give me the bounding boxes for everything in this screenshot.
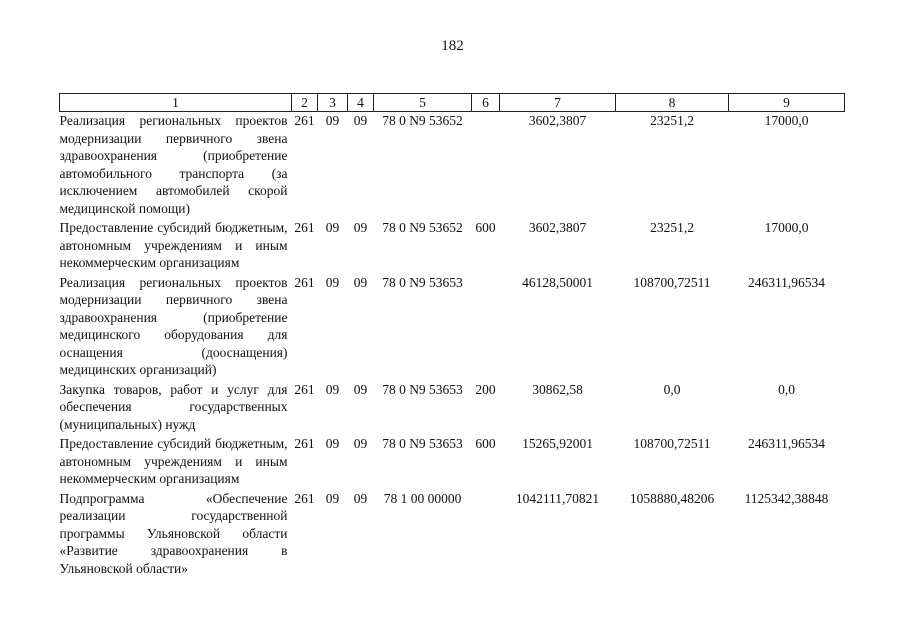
row-section: 09 bbox=[325, 490, 340, 506]
row-amount-9: 1125342,38848 bbox=[744, 490, 829, 506]
row-section: 09 bbox=[325, 381, 340, 397]
header-col-8: 8 bbox=[616, 94, 729, 112]
row-expense-type: 600 bbox=[475, 436, 496, 451]
table-header bbox=[60, 94, 845, 112]
budget-table bbox=[59, 93, 845, 577]
row-expense-type: 200 bbox=[475, 381, 496, 397]
header-row bbox=[60, 94, 845, 112]
row-amount-7: 15265,92001 bbox=[522, 436, 593, 451]
table-row bbox=[60, 381, 845, 434]
row-expense-type bbox=[472, 112, 500, 218]
row-name: Предоставление субсидий бюджетным, автономным учреждениям и иным некоммерческим организациям bbox=[59, 220, 288, 270]
row-admin-code: 261 bbox=[294, 113, 315, 128]
table-row bbox=[60, 274, 845, 379]
row-subsection: 09 bbox=[353, 274, 368, 290]
row-expense-type: 600 bbox=[475, 220, 496, 235]
row-expense-type bbox=[472, 490, 500, 578]
header-col-6: 6 bbox=[472, 94, 500, 112]
row-amount-8: 1058880,48206 bbox=[629, 490, 715, 506]
row-target-article: 78 0 N9 53653 bbox=[382, 436, 463, 451]
header-col-4: 4 bbox=[348, 94, 374, 112]
row-admin-code: 261 bbox=[294, 381, 315, 397]
row-amount-7: 46128,50001 bbox=[522, 274, 593, 290]
row-name: Реализация региональных проектов модернизации первичного звена здравоохранения (приобретение медицинского оборудования для оснащения (дооснащения) медицинских организаций) bbox=[59, 274, 288, 377]
row-name: Закупка товаров, работ и услуг для обеспечения государственных (муниципальных) нужд bbox=[59, 381, 288, 432]
row-amount-9: 17000,0 bbox=[764, 220, 809, 235]
row-amount-8: 108700,72511 bbox=[633, 436, 711, 451]
header-col-2: 2 bbox=[292, 94, 318, 112]
row-amount-7: 3602,3807 bbox=[528, 113, 587, 128]
row-target-article: 78 0 N9 53652 bbox=[382, 220, 463, 235]
row-admin-code: 261 bbox=[294, 490, 315, 506]
row-target-article: 78 0 N9 53652 bbox=[382, 113, 463, 128]
row-subsection: 09 bbox=[353, 436, 368, 451]
row-target-article: 78 1 00 00000 bbox=[383, 490, 462, 506]
row-amount-9: 17000,0 bbox=[764, 113, 809, 128]
row-subsection: 09 bbox=[353, 220, 368, 235]
row-amount-9: 0,0 bbox=[778, 381, 795, 397]
row-amount-7: 3602,3807 bbox=[528, 220, 587, 235]
table-row bbox=[60, 435, 845, 488]
table-row bbox=[60, 219, 845, 272]
row-target-article: 78 0 N9 53653 bbox=[382, 274, 463, 290]
header-col-7: 7 bbox=[500, 94, 616, 112]
row-amount-7: 1042111,70821 bbox=[515, 490, 600, 506]
row-section: 09 bbox=[325, 113, 340, 128]
header-col-3: 3 bbox=[318, 94, 348, 112]
row-amount-8: 0,0 bbox=[663, 381, 681, 397]
row-subsection: 09 bbox=[353, 381, 368, 397]
table-row bbox=[60, 112, 845, 218]
row-amount-9: 246311,96534 bbox=[747, 274, 826, 290]
row-section: 09 bbox=[325, 274, 340, 290]
row-amount-8: 23251,2 bbox=[650, 220, 694, 235]
row-section: 09 bbox=[325, 220, 340, 235]
page-number: 182 bbox=[441, 38, 464, 54]
row-amount-9: 246311,96534 bbox=[747, 436, 826, 451]
row-amount-8: 108700,72511 bbox=[633, 274, 711, 290]
row-subsection: 09 bbox=[353, 490, 368, 506]
table-row bbox=[60, 490, 845, 578]
header-col-9: 9 bbox=[729, 94, 845, 112]
row-name: Реализация региональных проектов модернизации первичного звена здравоохранения (приобретение автомобильного транспорта (за исключением автомобилей скорой медицинской помощи) bbox=[59, 113, 288, 216]
header-col-1: 1 bbox=[60, 94, 292, 112]
row-name: Предоставление субсидий бюджетным, автономным учреждениям и иным некоммерческим организациям bbox=[59, 436, 288, 486]
row-expense-type bbox=[472, 274, 500, 379]
row-amount-7: 30862,58 bbox=[532, 381, 583, 397]
row-target-article: 78 0 N9 53653 bbox=[382, 381, 463, 397]
row-admin-code: 261 bbox=[294, 274, 315, 290]
row-amount-8: 23251,2 bbox=[650, 113, 694, 128]
row-section: 09 bbox=[325, 436, 340, 451]
header-col-5: 5 bbox=[374, 94, 472, 112]
table-body bbox=[60, 112, 845, 578]
row-subsection: 09 bbox=[353, 113, 368, 128]
row-admin-code: 261 bbox=[294, 436, 315, 451]
row-admin-code: 261 bbox=[294, 220, 315, 235]
row-name: Подпрограмма «Обеспечение реализации государственной программы Ульяновской области «Развитие здравоохранения в Ульяновской области» bbox=[59, 490, 288, 576]
